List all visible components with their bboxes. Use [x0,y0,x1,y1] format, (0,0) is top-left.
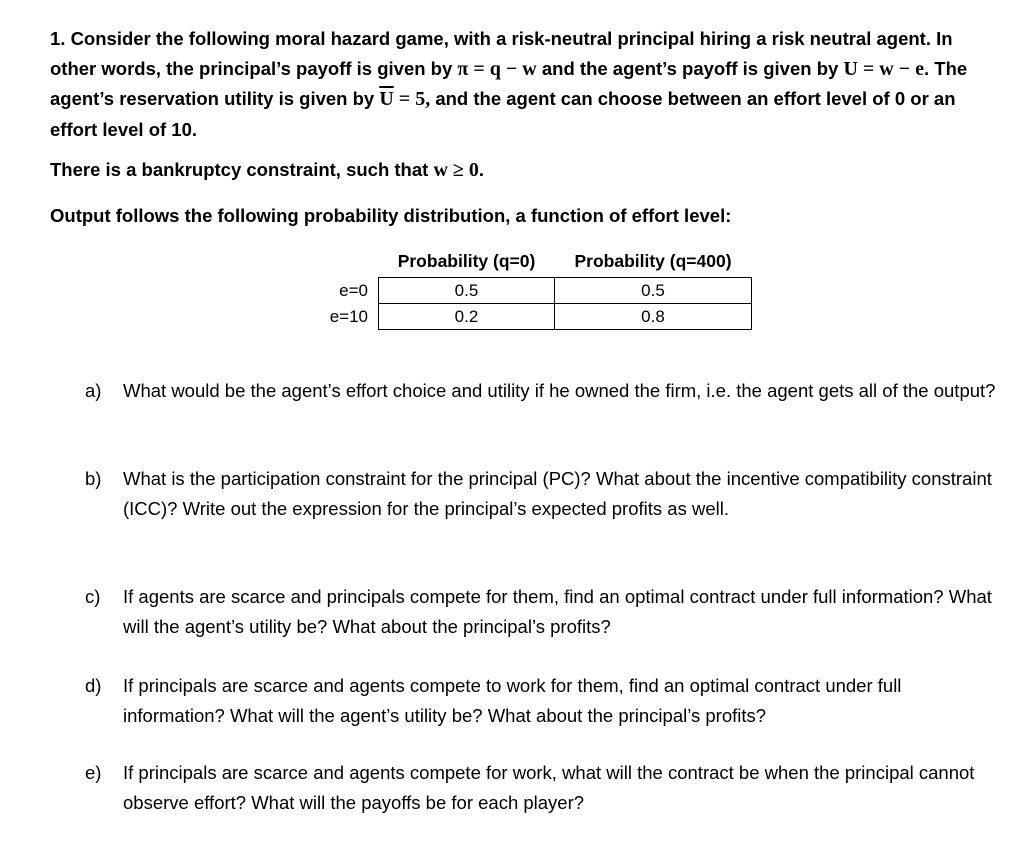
list-item [85,582,1005,641]
question-letter: c) [85,586,101,607]
intro-text-3: . The agent’s reservation utility is given by [50,57,968,109]
constraint-formula: w ≥ 0 [433,159,479,181]
intro-text-1: 1. Consider the following moral hazard game, with a risk-neutral principal hiring a risk neutral agent. In other words, the principal’s payoff is given by [50,28,953,79]
table-row [300,304,752,330]
probability-table [300,248,752,330]
list-item [85,758,1005,817]
agent-payoff-formula: U = w − e [843,57,924,80]
question-letter: b) [85,468,102,489]
question-text: If principals are scarce and agents compete to work for them, find an optimal contract under full information? What will the agent’s utility be? What about the principal’s profits? [123,675,902,726]
output-distribution-line: Output follows the following probability distribution, a function of effort level: [50,205,732,226]
intro-text-4: and the agent can choose between an effort level of 0 or an effort level of 10. [50,88,956,140]
constraint-end: . [478,159,485,180]
list-item [85,671,1005,730]
intro-paragraph [50,24,1000,144]
table-row [300,278,752,304]
question-letter: a) [85,380,102,401]
problem-intro [50,24,1000,144]
question-text: If principals are scarce and agents compete for work, what will the contract be when the principal cannot observe effort? What will the payoffs be for each player? [123,762,975,813]
bankruptcy-constraint [50,155,484,185]
table-corner [300,248,379,278]
row-label-e10: e=10 [329,306,368,326]
list-item [85,376,1005,406]
reservation-utility-value: = 5, [393,88,431,110]
table-header-row [300,248,752,278]
question-letter: e) [85,762,102,783]
principal-payoff-formula: π = q − w [457,57,537,80]
cell-e10-q400: 0.8 [555,304,752,330]
u-bar-symbol: $\overline{U}$ [379,88,394,110]
list-item [85,464,1005,523]
intro-text-2: and the agent’s payoff is given by [536,57,844,79]
cell-e0-q400: 0.5 [555,278,752,304]
question-letter: d) [85,675,102,696]
question-text: What is the participation constraint for the principal (PC)? What about the incentive compatibility constraint (ICC)? Write out the expression for the principal’s expected profits as well. [123,468,992,519]
constraint-text: There is a bankruptcy constraint, such that [50,159,434,180]
cell-e10-q0: 0.2 [379,304,555,330]
cell-e0-q0: 0.5 [379,278,555,304]
question-text: What would be the agent’s effort choice and utility if he owned the firm, i.e. the agent gets all of the output? [123,380,996,401]
reservation-utility-formula [379,88,430,110]
header-prob-q0: Probability (q=0) [397,250,536,271]
row-label-e0: e=0 [339,280,368,300]
header-prob-q400: Probability (q=400) [574,250,732,271]
question-text: If agents are scarce and principals compete for them, find an optimal contract under full information? What will the agent’s utility be? What about the principal’s profits? [123,586,992,637]
